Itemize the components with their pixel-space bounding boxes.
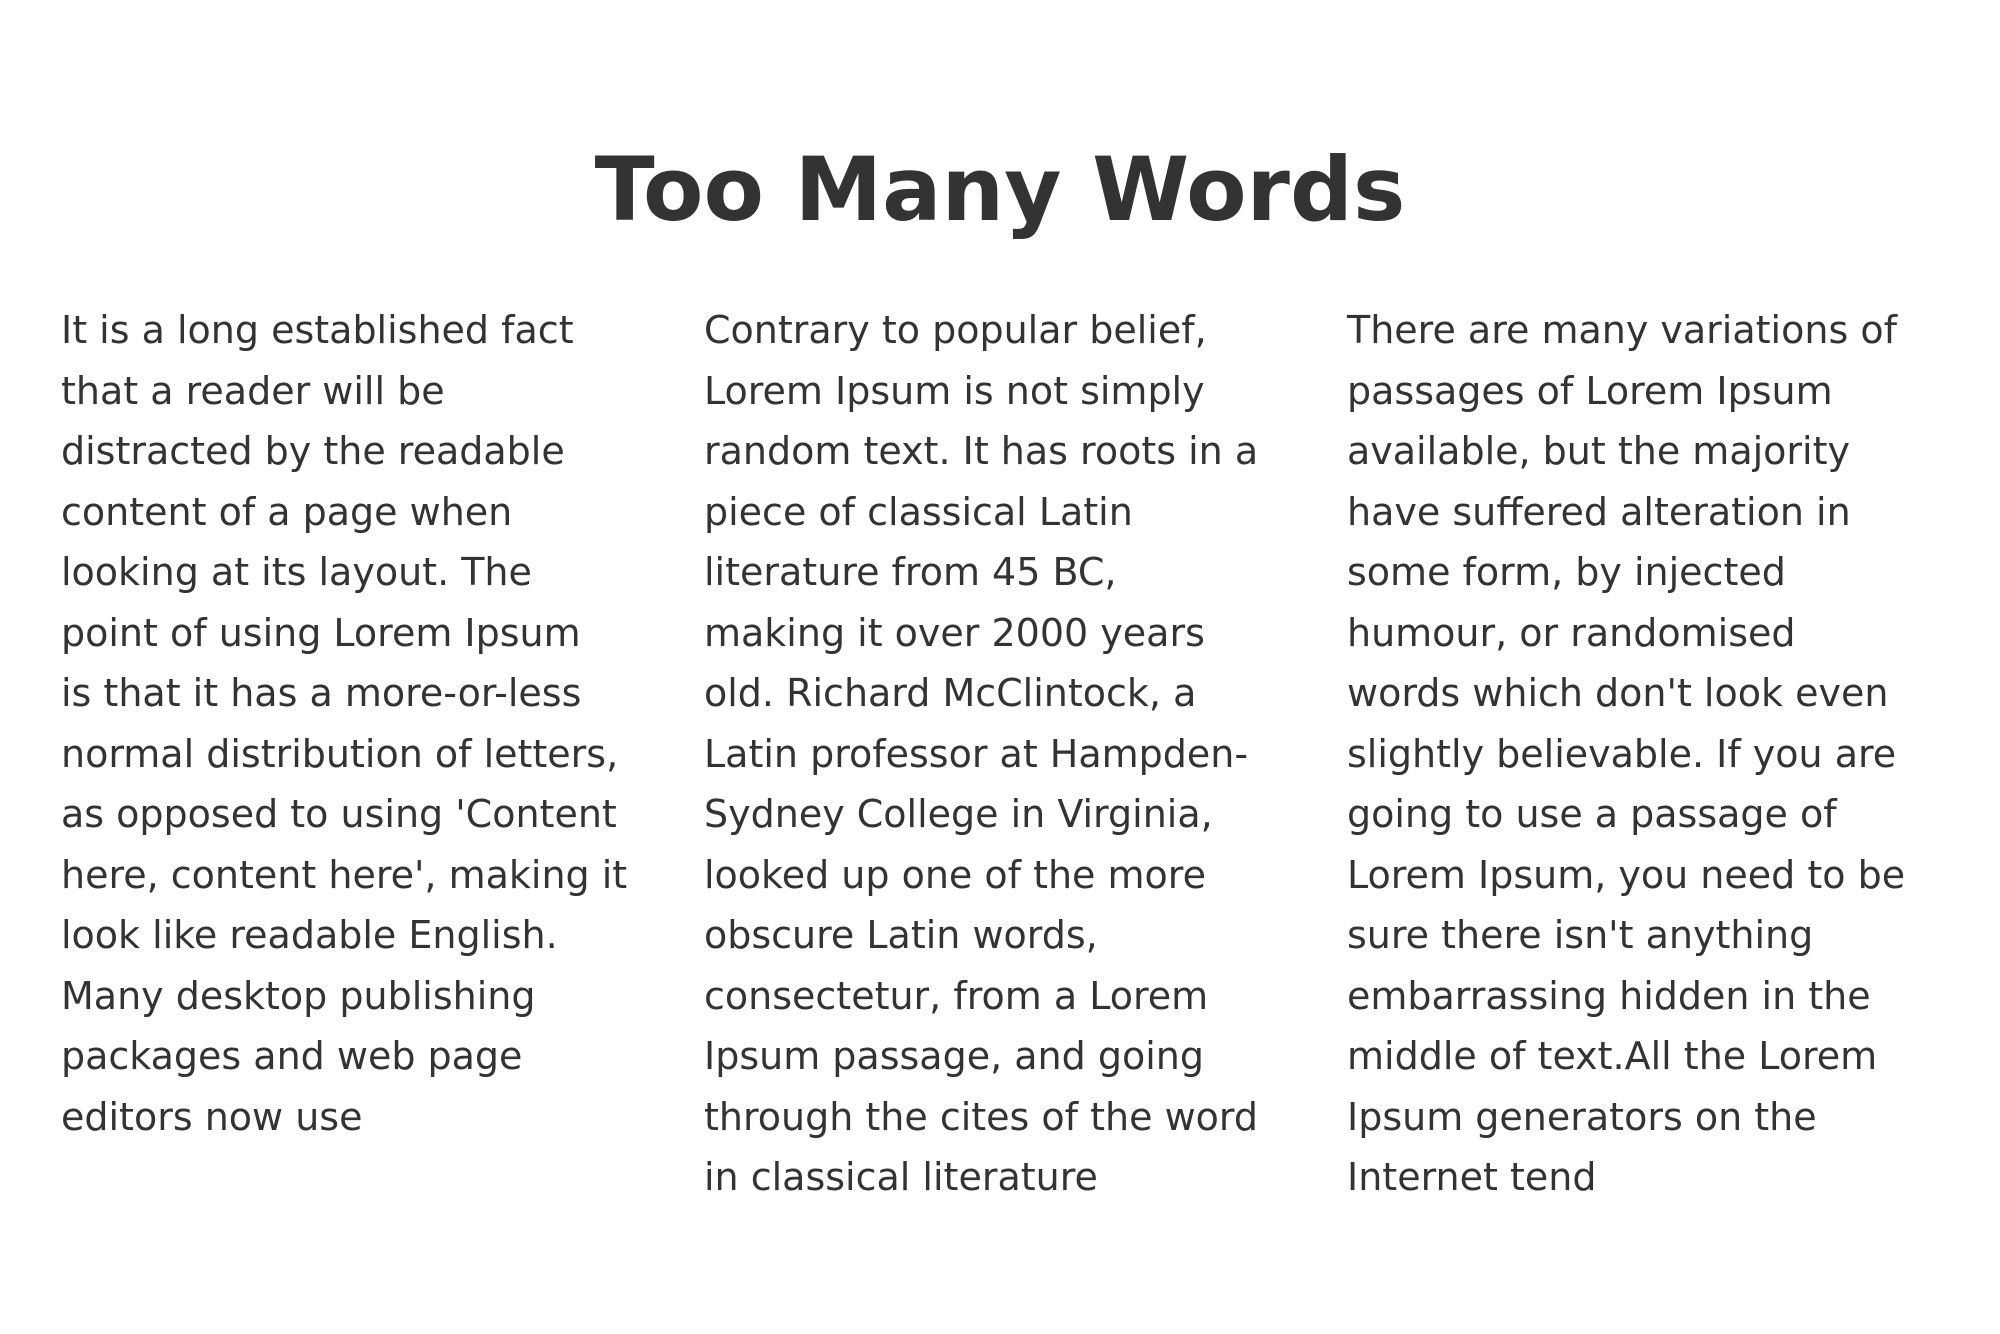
text-line: obscure Latin words, — [704, 913, 1098, 957]
text-line: There are many variations of — [1347, 308, 1897, 352]
text-line: sure there isn't anything — [1347, 913, 1814, 957]
text-column-2 — [704, 300, 1319, 1208]
text-line: looking at its layout. The — [61, 550, 532, 594]
text-line: humour, or randomised — [1347, 610, 1796, 655]
text-line: making it over 2000 years — [704, 610, 1205, 655]
text-line: point of using Lorem Ipsum — [61, 610, 581, 655]
text-line: content of a page when — [61, 489, 513, 534]
text-line: Many desktop publishing — [61, 973, 536, 1018]
text-line: some form, by injected — [1347, 550, 1786, 594]
text-line: random text. It has roots in a — [704, 429, 1259, 473]
text-line: embarrassing hidden in the — [1347, 973, 1871, 1018]
text-line: Lorem Ipsum is not simply — [704, 368, 1205, 413]
text-line: in classical literature — [704, 1155, 1098, 1199]
text-line: through the cites of the word — [704, 1094, 1258, 1139]
text-line: that a reader will be — [61, 368, 445, 413]
text-line: Internet tend — [1347, 1155, 1597, 1199]
text-line: Contrary to popular belief, — [704, 308, 1207, 352]
text-line: packages and web page — [61, 1034, 523, 1078]
text-line: as opposed to using 'Content — [61, 792, 617, 836]
text-line: Lorem Ipsum, you need to be — [1347, 852, 1906, 897]
text-line: passages of Lorem Ipsum — [1347, 368, 1833, 413]
text-line: Ipsum passage, and going — [704, 1034, 1204, 1078]
text-line: Latin professor at Hampden- — [704, 731, 1249, 776]
text-line: editors now use — [61, 1094, 363, 1139]
text-column-3 — [1347, 300, 1962, 1208]
text-line: Ipsum generators on the — [1347, 1094, 1817, 1139]
text-line: looked up one of the more — [704, 852, 1206, 897]
text-line: here, content here', making it — [61, 852, 628, 897]
text-line: It is a long established fact — [61, 308, 574, 352]
text-line: slightly believable. If you are — [1347, 731, 1897, 776]
text-line: look like readable English. — [61, 913, 558, 957]
text-line: normal distribution of letters, — [61, 731, 619, 776]
text-line: Sydney College in Virginia, — [704, 792, 1213, 836]
text-column-1 — [61, 300, 676, 1147]
text-line: is that it has a more-or-less — [61, 671, 582, 715]
text-line: piece of classical Latin — [704, 489, 1133, 534]
text-line: words which don't look even — [1347, 671, 1889, 715]
text-line: available, but the majority — [1347, 429, 1850, 473]
text-line: going to use a passage of — [1347, 792, 1837, 836]
text-line: have suffered alteration in — [1347, 489, 1851, 534]
text-line: old. Richard McClintock, a — [704, 671, 1197, 715]
text-line: middle of text.All the Lorem — [1347, 1034, 1878, 1078]
text-line: consectetur, from a Lorem — [704, 973, 1209, 1018]
text-line: literature from 45 BC, — [704, 550, 1117, 594]
text-line: distracted by the readable — [61, 429, 565, 473]
page-title: Too Many Words — [594, 138, 1406, 241]
